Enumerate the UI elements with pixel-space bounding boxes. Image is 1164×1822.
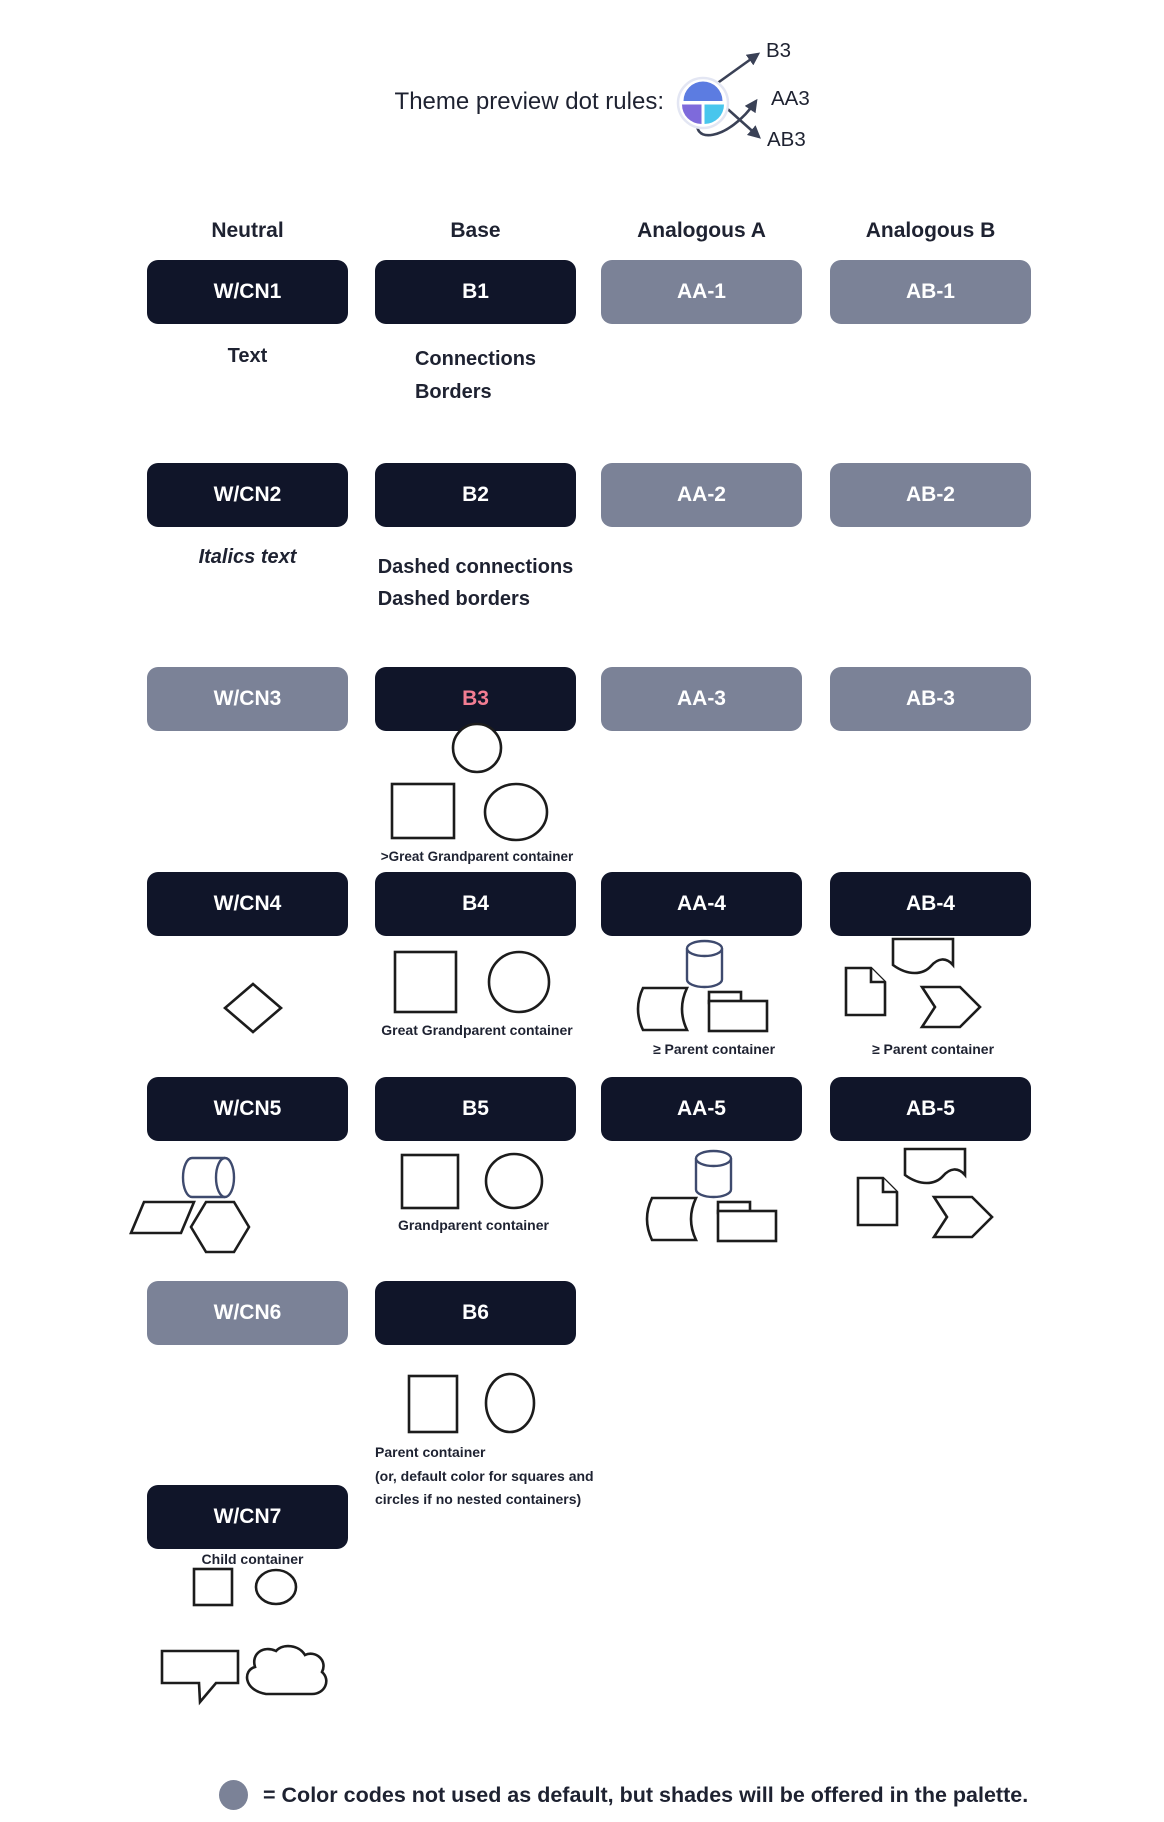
square-icon	[409, 1376, 457, 1432]
note-line: (or, default color for squares and	[375, 1467, 594, 1484]
legend-text: = Color codes not used as default, but shades will be offered in the palette.	[263, 1783, 1029, 1807]
note-line: Dashed borders	[377, 588, 530, 610]
note-great-grandparent: Great Grandparent container	[381, 1022, 573, 1038]
wavy-document-icon	[893, 939, 953, 973]
swatch-aa5	[601, 1077, 802, 1141]
wavy-document-icon	[905, 1149, 965, 1183]
swatch-aa1	[601, 260, 802, 324]
swatch-label: W/CN1	[213, 280, 282, 303]
horizontal-cylinder-end-icon	[216, 1158, 234, 1197]
swatch-b5	[375, 1077, 576, 1141]
wcn4-shape-cluster	[220, 980, 286, 1036]
square-icon	[395, 952, 456, 1012]
swatch-label: W/CN6	[213, 1301, 282, 1324]
ab5-shape-cluster	[854, 1144, 1004, 1244]
swatch-label: B6	[462, 1301, 489, 1324]
tabbed-rectangle-icon	[709, 1001, 767, 1031]
chevron-icon	[934, 1197, 992, 1237]
swatch-label: B1	[462, 280, 489, 303]
swatch-wcn4	[147, 872, 348, 936]
b6-shape-cluster	[403, 1370, 538, 1438]
swatch-label-highlighted: B3	[462, 687, 489, 710]
swatch-label: W/CN2	[213, 483, 282, 506]
note-line: Connections	[414, 348, 537, 370]
cylinder-top-icon	[696, 1151, 731, 1166]
note-line: Dashed connections	[377, 556, 574, 578]
callout-label-ab3: AB3	[767, 128, 806, 151]
swatch-label: W/CN5	[213, 1097, 282, 1120]
b5-shape-cluster	[396, 1149, 546, 1215]
note-line: circles if no nested containers)	[375, 1491, 582, 1507]
swatch-aa3	[601, 667, 802, 731]
swatch-wcn2	[147, 463, 348, 527]
swatch-wcn5	[147, 1077, 348, 1141]
wcn7-extra-shape-cluster	[155, 1638, 335, 1708]
swatch-ab4	[830, 872, 1031, 936]
speech-bubble-icon	[162, 1651, 238, 1702]
page-title: Theme preview dot rules:	[394, 88, 664, 115]
circle-icon	[486, 1374, 534, 1432]
note-line: Borders	[414, 381, 492, 403]
document-icon	[858, 1178, 897, 1225]
circle-icon	[256, 1570, 296, 1604]
person-head-icon	[453, 724, 501, 772]
note-line: Parent container	[375, 1444, 486, 1460]
cloud-icon	[247, 1646, 326, 1694]
swatch-label: B2	[462, 483, 489, 506]
ab4-shape-cluster	[842, 934, 992, 1034]
swatch-label: AA-4	[676, 892, 726, 915]
swatch-b4	[375, 872, 576, 936]
aa4-shape-cluster	[630, 938, 780, 1038]
note-grandparent: Grandparent container	[398, 1217, 549, 1233]
swatch-label: W/CN3	[213, 687, 282, 710]
swatch-label: AB-5	[905, 1097, 955, 1120]
column-header-neutral: Neutral	[211, 219, 284, 242]
circle-icon	[489, 952, 549, 1012]
swatch-label: W/CN4	[213, 892, 282, 915]
callout-label-aa3: AA3	[771, 87, 810, 110]
b4-shape-cluster	[390, 946, 555, 1018]
swatch-ab1	[830, 260, 1031, 324]
wcn5-shape-cluster	[125, 1150, 260, 1260]
chevron-icon	[922, 987, 980, 1027]
swatch-aa2	[601, 463, 802, 527]
note-great-grandparent-gt: >Great Grandparent container	[380, 849, 574, 864]
document-fold-icon	[883, 1178, 897, 1192]
swatch-ab3	[830, 667, 1031, 731]
swatch-label: AB-1	[905, 280, 955, 303]
legend-gray-dot	[219, 1780, 248, 1810]
swatch-b2	[375, 463, 576, 527]
swatch-label: AB-3	[905, 687, 955, 710]
swatch-aa4	[601, 872, 802, 936]
b3-shape-cluster	[385, 720, 555, 845]
swatch-label: AA-2	[676, 483, 726, 506]
column-header-analogous-a: Analogous A	[637, 219, 766, 242]
column-header-analogous-b: Analogous B	[865, 219, 996, 242]
swatch-wcn7	[147, 1485, 348, 1549]
parallelogram-icon	[131, 1202, 194, 1233]
note-parent-default	[375, 1441, 594, 1512]
square-icon	[402, 1155, 458, 1208]
callout-label-b3: B3	[766, 39, 792, 62]
circle-icon	[485, 784, 547, 840]
note-child-container: Child container	[201, 1551, 304, 1567]
wcn7-shape-cluster	[188, 1563, 303, 1611]
swatch-wcn1	[147, 260, 348, 324]
tabbed-rectangle-icon	[718, 1211, 776, 1241]
swatch-wcn6	[147, 1281, 348, 1345]
swatch-b1	[375, 260, 576, 324]
note-connections-borders	[375, 343, 576, 409]
swatch-label: AB-2	[905, 483, 955, 506]
swatch-ab5	[830, 1077, 1031, 1141]
stored-data-icon	[638, 988, 687, 1030]
column-header-base: Base	[450, 219, 501, 242]
stored-data-icon	[647, 1198, 696, 1240]
swatch-label: AA-3	[676, 687, 726, 710]
swatch-wcn3	[147, 667, 348, 731]
square-icon	[194, 1569, 232, 1605]
aa5-shape-cluster	[639, 1148, 789, 1248]
swatch-ab2	[830, 463, 1031, 527]
swatch-label: W/CN7	[213, 1505, 282, 1528]
swatch-label: B5	[462, 1097, 489, 1120]
swatch-label: AB-4	[905, 892, 955, 915]
cylinder-top-icon	[687, 941, 722, 956]
callout-arrow-b3	[712, 54, 758, 87]
note-italics-text: Italics text	[198, 546, 297, 568]
document-icon	[846, 968, 885, 1015]
note-parent-ab: ≥ Parent container	[871, 1041, 995, 1057]
note-dashed	[375, 551, 576, 615]
swatch-label: B4	[462, 892, 489, 915]
hexagon-icon	[191, 1202, 249, 1252]
square-icon	[392, 784, 454, 838]
diamond-icon	[225, 984, 281, 1032]
swatch-label: AA-1	[676, 280, 726, 303]
note-parent-aa: ≥ Parent container	[652, 1041, 776, 1057]
note-text: Text	[227, 345, 268, 367]
swatch-b6	[375, 1281, 576, 1345]
circle-icon	[486, 1154, 542, 1208]
swatch-label: AA-5	[676, 1097, 726, 1120]
document-fold-icon	[871, 968, 885, 982]
